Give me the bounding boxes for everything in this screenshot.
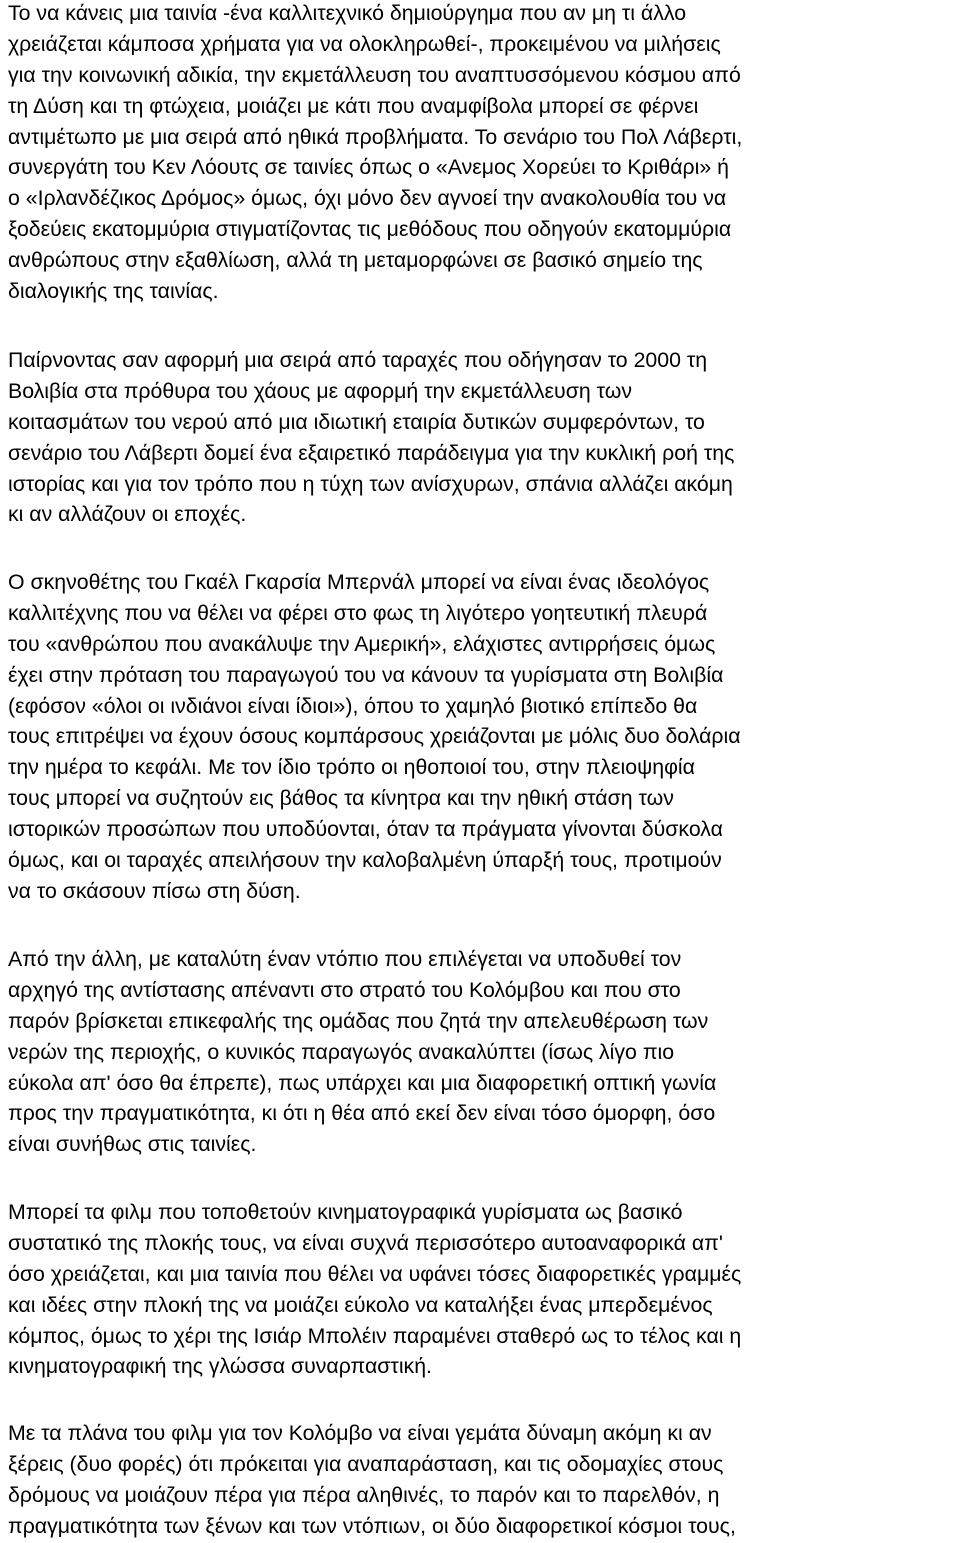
text-line: Το να κάνεις μια ταινία -ένα καλλιτεχνικό δημιούργημα που αν μη τι άλλο	[8, 1, 687, 25]
text-line: (εφόσον «όλοι οι ινδιάνοι είναι ίδιοι»), όπου το χαμηλό βιοτικό επίπεδο θα	[8, 693, 698, 718]
text-line: τους μπορεί να συζητούν εις βάθος τα κίνητρα και την ηθική στάση των	[8, 786, 674, 811]
text-line: ξοδεύεις εκατομμύρια στιγματίζοντας τις μεθόδους που οδηγούν εκατομμύρια	[8, 217, 732, 242]
text-line: αντιμέτωπο με μια σειρά από ηθικά προβλήματα. Το σενάριο του Πολ Λάβερτι,	[8, 124, 743, 149]
text-line: κόμπος, όμως το χέρι της Ισιάρ Μπολέιν παραμένει σταθερό ως το τέλος και η	[8, 1323, 742, 1348]
text-line: να το σκάσουν πίσω στη δύση.	[8, 878, 301, 903]
text-line: τους επιτρέψει να έχουν όσους κομπάρσους χρειάζονται με μόλις δυο δολάρια	[8, 724, 741, 749]
text-line: σενάριο του Λάβερτι δομεί ένα εξαιρετικό παράδειγμα για την κυκλική ροή της	[8, 440, 735, 465]
text-line: Μπορεί τα φιλμ που τοποθετούν κινηματογραφικά γυρίσματα ως βασικό	[8, 1200, 683, 1224]
text-line: πραγματικότητα των ξένων και των ντόπιων, οι δύο διαφορετικοί κόσμοι τους,	[8, 1513, 736, 1538]
text-line: για την κοινωνική αδικία, την εκμετάλλευση του αναπτυσσόμενου κόσμου από	[8, 62, 741, 87]
text-line: όμως, και οι ταραχές απειλήσουν την καλοβαλμένη ύπαρξή τους, προτιμούν	[8, 848, 722, 873]
text-line: παρόν βρίσκεται επικεφαλής της ομάδας που ζητά την απελευθέρωση των	[8, 1008, 709, 1033]
text-line: δρόμους να μοιάζουν πέρα για πέρα αληθινές, το παρόν και το παρελθόν, η	[8, 1482, 720, 1507]
text-line: συνεργάτη του Κεν Λόουτς σε ταινίες όπως ο «Ανεμος Χορεύει το Κριθάρι» ή	[8, 155, 729, 180]
text-line: και ιδέες στην πλοκή της να μοιάζει εύκολο να καταλήξει ένας μπερδεμένος	[8, 1292, 713, 1317]
text-line: ιστορίας και για τον τρόπο που η τύχη των ανίσχυρων, σπάνια αλλάζει ακόμη	[8, 471, 733, 496]
text-line: Βολιβία στα πρόθυρα του χάους με αφορμή την εκμετάλλευση των	[8, 378, 632, 403]
paragraph-6	[8, 1418, 736, 1542]
text-line: καλλιτέχνης που να θέλει να φέρει στο φως τη λιγότερο γοητευτική πλευρά	[8, 600, 708, 625]
text-line: Με τα πλάνα του φιλμ για τον Κολόμβο να είναι γεμάτα δύναμη ακόμη κι αν	[8, 1421, 712, 1445]
text-line: κινηματογραφική της γλώσσα συναρπαστική.	[8, 1354, 432, 1379]
text-line: του «ανθρώπου που ανακάλυψε την Αμερική», ελάχιστες αντιρρήσεις όμως	[8, 631, 716, 656]
text-line: συστατικό της πλοκής τους, να είναι συχνά περισσότερο αυτοαναφορικά απ'	[8, 1230, 723, 1255]
text-line: τη Δύση και τη φτώχεια, μοιάζει με κάτι που αναμφίβολα μπορεί σε φέρνει	[8, 93, 699, 118]
text-line: Παίρνοντας σαν αφορμή μια σειρά από ταραχές που οδήγησαν το 2000 τη	[8, 348, 708, 372]
paragraph-1	[8, 0, 742, 307]
text-line: όσο χρειάζεται, και μια ταινία που θέλει να υφάνει τόσες διαφορετικές γραμμές	[8, 1261, 742, 1286]
text-line: ο «Ιρλανδέζικος Δρόμος» όμως, όχι μόνο δεν αγνοεί την ανακολουθία του να	[8, 186, 727, 211]
text-line: εύκολα απ' όσο θα έπρεπε), πως υπάρχει και μια διαφορετική οπτική γωνία	[8, 1070, 717, 1095]
text-line: χρειάζεται κάμποσα χρήματα για να ολοκληρωθεί-, προκειμένου να μιλήσεις	[8, 31, 721, 56]
text-line: Ο σκηνοθέτης του Γκαέλ Γκαρσία Μπερνάλ μπορεί να είναι ένας ιδεολόγος	[8, 570, 710, 594]
text-line: αρχηγό της αντίστασης απέναντι στο στρατό του Κολόμβου και που στο	[8, 977, 681, 1002]
text-line: είναι συνήθως στις ταινίες.	[8, 1132, 257, 1157]
text-line: ανθρώπους στην εξαθλίωση, αλλά τη μεταμορφώνει σε βασικό σημείο της	[8, 248, 703, 273]
text-line: προς την πραγματικότητα, κι ότι η θέα από εκεί δεν είναι τόσο όμορφη, όσο	[8, 1101, 716, 1126]
paragraph-4	[8, 944, 716, 1160]
text-line: διαλογικής της ταινίας.	[8, 279, 219, 304]
paragraph-2	[8, 345, 734, 530]
text-line: Από την άλλη, με καταλύτη έναν ντόπιο που επιλέγεται να υποδυθεί τον	[8, 947, 682, 971]
text-line: την ημέρα το κεφάλι. Με τον ίδιο τρόπο οι ηθοποιοί του, στην πλειοψηφία	[8, 755, 695, 780]
paragraph-3	[8, 567, 741, 907]
text-line: ιστορικών προσώπων που υποδύονται, όταν τα πράγματα γίνονται δύσκολα	[8, 817, 723, 842]
paragraph-5	[8, 1197, 741, 1382]
text-line: κι αν αλλάζουν οι εποχές.	[8, 502, 247, 527]
text-line: νερών της περιοχής, ο κυνικός παραγωγός ανακαλύπτει (ίσως λίγο πιο	[8, 1039, 675, 1064]
text-line: έχει στην πρόταση του παραγωγού του να κάνουν τα γυρίσματα στη Βολιβία	[8, 662, 724, 687]
text-line: κοιτασμάτων του νερού από μια ιδιωτική εταιρία δυτικών συμφερόντων, το	[8, 409, 705, 434]
text-line: ξέρεις (δυο φορές) ότι πρόκειται για αναπαράσταση, και τις οδομαχίες στους	[8, 1451, 724, 1476]
